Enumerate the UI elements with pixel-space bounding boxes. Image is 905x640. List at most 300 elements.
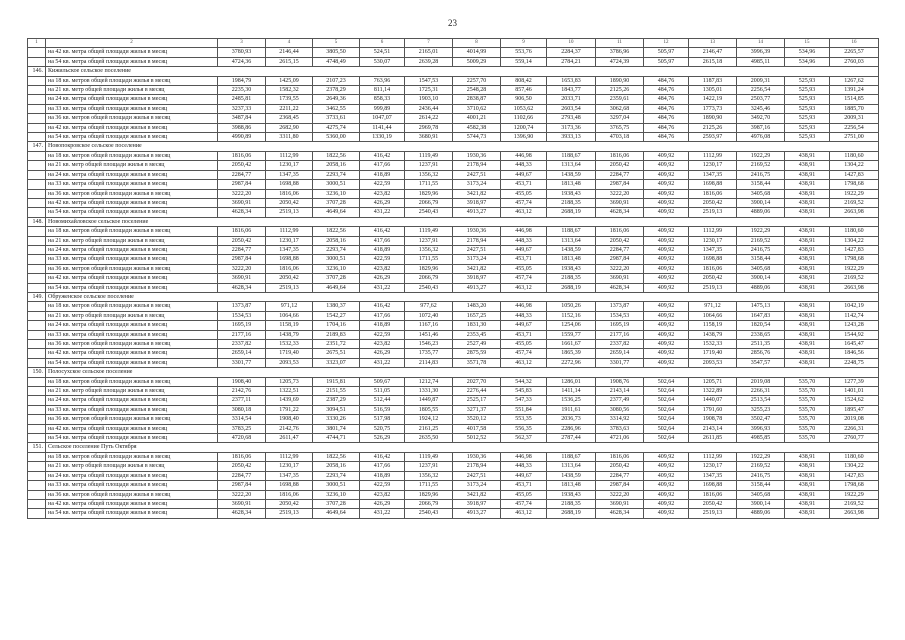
- value-cell: 1798,68: [830, 481, 879, 490]
- row-description: на 33 кв. метра общей площади жилья в месяц: [46, 481, 218, 490]
- row-index-cell: [28, 104, 46, 113]
- value-cell: 1711,55: [405, 180, 453, 189]
- value-cell: 556,35: [501, 424, 547, 433]
- value-cell: 1536,25: [547, 396, 596, 405]
- value-cell: 525,93: [785, 95, 830, 104]
- value-cell: 448,33: [501, 161, 547, 170]
- value-cell: 457,74: [501, 349, 547, 358]
- value-cell: 2050,42: [596, 236, 644, 245]
- value-cell: 484,76: [644, 114, 689, 123]
- row-index-cell: [28, 471, 46, 480]
- table-row: [28, 424, 879, 433]
- row-index-cell: [28, 302, 46, 311]
- value-cell: 409,92: [644, 490, 689, 499]
- value-cell: 409,92: [644, 462, 689, 471]
- value-cell: 3094,51: [313, 405, 360, 414]
- value-cell: 2969,78: [405, 123, 453, 132]
- value-cell: 1187,83: [689, 76, 737, 85]
- value-cell: 535,70: [785, 415, 830, 424]
- row-index-cell: [28, 123, 46, 132]
- value-cell: 2284,77: [596, 471, 644, 480]
- value-cell: 2058,16: [313, 462, 360, 471]
- value-cell: 2682,90: [266, 123, 313, 132]
- value-cell: 1922,29: [737, 452, 785, 461]
- value-cell: 438,91: [785, 170, 830, 179]
- value-cell: 2427,51: [453, 170, 501, 179]
- value-cell: 1200,74: [501, 123, 547, 132]
- value-cell: 1698,88: [689, 180, 737, 189]
- value-cell: 2503,77: [737, 95, 785, 104]
- value-cell: 2146,44: [266, 48, 313, 57]
- table-row: [28, 415, 879, 424]
- value-cell: 520,75: [360, 424, 405, 433]
- value-cell: 1719,40: [266, 349, 313, 358]
- value-cell: 2513,54: [737, 396, 785, 405]
- value-cell: 553,76: [501, 48, 547, 57]
- value-cell: 1704,16: [313, 321, 360, 330]
- value-cell: 502,64: [644, 405, 689, 414]
- value-cell: 2284,77: [596, 170, 644, 179]
- table-row: [28, 340, 879, 349]
- row-index-cell: [28, 349, 46, 358]
- value-cell: 2377,11: [218, 396, 266, 405]
- row-description: на 18 кв. метров общей площади жилья в месяц: [46, 452, 218, 461]
- row-index-cell: [28, 95, 46, 104]
- value-cell: 999,89: [360, 104, 405, 113]
- value-cell: 409,92: [644, 452, 689, 461]
- row-index-cell: [28, 133, 46, 142]
- column-number-cell: 13: [689, 39, 737, 48]
- value-cell: 4628,34: [218, 283, 266, 292]
- value-cell: 3487,84: [218, 114, 266, 123]
- value-cell: 534,96: [785, 57, 830, 66]
- value-cell: 1230,17: [266, 236, 313, 245]
- value-cell: 438,91: [785, 490, 830, 499]
- value-cell: 1908,40: [266, 415, 313, 424]
- value-cell: 2009,31: [830, 114, 879, 123]
- table-row: [28, 48, 879, 57]
- value-cell: 1698,88: [266, 481, 313, 490]
- row-index-cell: [28, 424, 46, 433]
- value-cell: 977,62: [405, 302, 453, 311]
- value-cell: 1427,83: [830, 170, 879, 179]
- value-cell: 2266,31: [737, 387, 785, 396]
- section-index: 148.: [28, 217, 46, 226]
- value-cell: 2603,54: [547, 104, 596, 113]
- value-cell: 5009,29: [453, 57, 501, 66]
- section-title: Полосухское сельское поселение: [46, 368, 879, 377]
- value-cell: 1816,06: [266, 264, 313, 273]
- row-description: на 42 кв. метра общей площади жилья в месяц: [46, 424, 218, 433]
- value-cell: 409,92: [644, 236, 689, 245]
- row-description: на 42 кв. метра общей площади жилья в месяц: [46, 349, 218, 358]
- value-cell: 1112,99: [689, 452, 737, 461]
- value-cell: 1237,91: [405, 462, 453, 471]
- value-cell: 3710,62: [453, 104, 501, 113]
- value-cell: 808,42: [501, 76, 547, 85]
- value-cell: 3786,96: [596, 48, 644, 57]
- row-description: на 42 кв. метра общей площади жилья в месяц: [46, 123, 218, 132]
- value-cell: 3780,93: [218, 48, 266, 57]
- value-cell: 525,93: [785, 76, 830, 85]
- value-cell: 3236,10: [313, 264, 360, 273]
- value-cell: 422,59: [360, 180, 405, 189]
- value-cell: 2177,16: [218, 330, 266, 339]
- value-cell: 3173,24: [453, 255, 501, 264]
- value-cell: 2151,55: [313, 387, 360, 396]
- column-number-cell: 6: [360, 39, 405, 48]
- value-cell: 1180,60: [830, 151, 879, 160]
- value-cell: 1816,06: [218, 227, 266, 236]
- value-cell: 1695,19: [218, 321, 266, 330]
- value-cell: 1532,33: [689, 340, 737, 349]
- column-number-cell: 11: [596, 39, 644, 48]
- value-cell: 1380,37: [313, 302, 360, 311]
- value-cell: 2146,47: [689, 48, 737, 57]
- value-cell: 1890,90: [689, 114, 737, 123]
- value-cell: 3690,91: [596, 198, 644, 207]
- row-description: на 54 кв. метра общей площади жилья в месяц: [46, 283, 218, 292]
- value-cell: 1813,48: [547, 180, 596, 189]
- value-cell: 438,91: [785, 283, 830, 292]
- value-cell: 525,93: [785, 133, 830, 142]
- value-cell: 535,70: [785, 387, 830, 396]
- value-cell: 1438,59: [547, 471, 596, 480]
- value-cell: 416,42: [360, 302, 405, 311]
- value-cell: 5744,73: [453, 133, 501, 142]
- value-cell: 2019,08: [737, 377, 785, 386]
- value-cell: 1237,91: [405, 236, 453, 245]
- value-cell: 438,91: [785, 358, 830, 367]
- row-index-cell: [28, 481, 46, 490]
- value-cell: 1286,01: [547, 377, 596, 386]
- value-cell: 2143,14: [689, 424, 737, 433]
- row-index-cell: [28, 170, 46, 179]
- value-cell: 2188,35: [547, 499, 596, 508]
- row-index-cell: [28, 405, 46, 414]
- value-cell: 438,91: [785, 499, 830, 508]
- row-description: на 24 кв. метра общей площади жилья в месяц: [46, 170, 218, 179]
- value-cell: 2760,77: [830, 434, 879, 443]
- value-cell: 2649,36: [313, 95, 360, 104]
- column-number-cell: 10: [547, 39, 596, 48]
- column-number-cell: 4: [266, 39, 313, 48]
- value-cell: 422,59: [360, 330, 405, 339]
- value-cell: 3314,92: [596, 415, 644, 424]
- value-cell: 2377,49: [596, 396, 644, 405]
- table-row: [28, 321, 879, 330]
- value-cell: 1711,55: [405, 255, 453, 264]
- value-cell: 3690,91: [218, 198, 266, 207]
- value-cell: 1112,99: [266, 452, 313, 461]
- value-cell: 438,91: [785, 481, 830, 490]
- value-cell: 1559,77: [547, 330, 596, 339]
- value-cell: 1438,59: [547, 170, 596, 179]
- value-cell: 535,70: [785, 434, 830, 443]
- value-cell: 1739,55: [266, 95, 313, 104]
- value-cell: 2540,43: [405, 208, 453, 217]
- table-row: [28, 396, 879, 405]
- value-cell: 1167,16: [405, 321, 453, 330]
- value-cell: 438,91: [785, 255, 830, 264]
- value-cell: 4724,36: [218, 57, 266, 66]
- value-cell: 535,70: [785, 424, 830, 433]
- value-cell: 1922,29: [830, 264, 879, 273]
- table-row: [28, 95, 879, 104]
- section-index: 146.: [28, 67, 46, 76]
- value-cell: 438,91: [785, 161, 830, 170]
- value-cell: 811,14: [360, 86, 405, 95]
- value-cell: 409,92: [644, 264, 689, 273]
- value-cell: 463,12: [501, 283, 547, 292]
- table-row: [28, 123, 879, 132]
- value-cell: 1816,06: [218, 452, 266, 461]
- value-cell: 1653,83: [547, 76, 596, 85]
- value-cell: 409,92: [644, 283, 689, 292]
- row-description: на 54 кв. метра общей площади жилья в месяц: [46, 434, 218, 443]
- value-cell: 2125,26: [689, 123, 737, 132]
- value-cell: 3080,56: [596, 405, 644, 414]
- value-cell: 2066,79: [405, 274, 453, 283]
- value-cell: 446,98: [501, 151, 547, 160]
- value-cell: 3987,16: [737, 123, 785, 132]
- row-description: на 54 кв. метра общей площади жилья в месяц: [46, 208, 218, 217]
- table-row: [28, 180, 879, 189]
- value-cell: 5360,00: [313, 133, 360, 142]
- value-cell: 1142,74: [830, 311, 879, 320]
- value-cell: 502,64: [644, 424, 689, 433]
- value-cell: 2416,75: [737, 245, 785, 254]
- value-cell: 457,74: [501, 274, 547, 283]
- value-cell: 1188,67: [547, 452, 596, 461]
- value-cell: 438,91: [785, 245, 830, 254]
- value-cell: 2416,75: [737, 170, 785, 179]
- value-cell: 3158,44: [737, 481, 785, 490]
- value-cell: 446,98: [501, 302, 547, 311]
- value-cell: 4703,18: [596, 133, 644, 142]
- value-cell: 2178,94: [453, 236, 501, 245]
- value-cell: 4985,85: [737, 434, 785, 443]
- value-cell: 1112,99: [689, 151, 737, 160]
- value-cell: 1230,17: [689, 161, 737, 170]
- table-row: [28, 330, 879, 339]
- section-title: Новопокровское сельское поселение: [46, 142, 879, 151]
- value-cell: 2178,94: [453, 161, 501, 170]
- row-description: на 36 кв. метров общей площади жилья в месяц: [46, 114, 218, 123]
- row-index-cell: [28, 114, 46, 123]
- value-cell: 448,33: [501, 236, 547, 245]
- value-cell: 438,91: [785, 462, 830, 471]
- value-cell: 1205,71: [689, 377, 737, 386]
- value-cell: 2519,13: [266, 208, 313, 217]
- value-cell: 3900,14: [737, 499, 785, 508]
- value-cell: 409,92: [644, 321, 689, 330]
- value-cell: 1331,30: [405, 387, 453, 396]
- value-cell: 416,42: [360, 151, 405, 160]
- value-cell: 2142,76: [266, 424, 313, 433]
- value-cell: 2235,30: [218, 86, 266, 95]
- value-cell: 2353,45: [453, 330, 501, 339]
- row-index-cell: [28, 283, 46, 292]
- value-cell: 1911,61: [547, 405, 596, 414]
- column-number-cell: 8: [453, 39, 501, 48]
- value-cell: 1047,07: [360, 114, 405, 123]
- value-cell: 3707,28: [313, 499, 360, 508]
- row-index-cell: [28, 311, 46, 320]
- value-cell: 1158,19: [689, 321, 737, 330]
- value-cell: 2519,13: [266, 283, 313, 292]
- value-cell: 1230,17: [266, 161, 313, 170]
- value-cell: 2987,84: [218, 255, 266, 264]
- value-cell: 1829,96: [405, 264, 453, 273]
- value-cell: 3988,86: [218, 123, 266, 132]
- value-cell: 418,89: [360, 245, 405, 254]
- value-cell: 2286,96: [547, 424, 596, 433]
- value-cell: 418,89: [360, 170, 405, 179]
- value-cell: 446,98: [501, 227, 547, 236]
- value-cell: 505,97: [644, 48, 689, 57]
- value-cell: 505,97: [644, 57, 689, 66]
- value-cell: 1813,48: [547, 481, 596, 490]
- value-cell: 1243,28: [830, 321, 879, 330]
- section-index: 147.: [28, 142, 46, 151]
- value-cell: 1657,25: [453, 311, 501, 320]
- value-cell: 3080,18: [218, 405, 266, 414]
- value-cell: 2751,00: [830, 133, 879, 142]
- value-cell: 2338,65: [737, 330, 785, 339]
- value-cell: 4001,21: [453, 114, 501, 123]
- value-cell: 3222,20: [596, 189, 644, 198]
- value-cell: 484,76: [644, 123, 689, 132]
- value-cell: 906,50: [501, 95, 547, 104]
- table-row: [28, 76, 879, 85]
- value-cell: 2284,77: [218, 471, 266, 480]
- value-cell: 409,92: [644, 349, 689, 358]
- value-cell: 1816,06: [266, 490, 313, 499]
- value-cell: 1347,35: [689, 170, 737, 179]
- value-cell: 2276,44: [453, 387, 501, 396]
- column-number-cell: 1: [28, 39, 46, 48]
- row-index-cell: [28, 57, 46, 66]
- column-number-cell: 9: [501, 39, 547, 48]
- value-cell: 3405,68: [737, 264, 785, 273]
- value-cell: 971,12: [689, 302, 737, 311]
- value-cell: 2511,35: [737, 340, 785, 349]
- value-cell: 1922,29: [737, 151, 785, 160]
- value-cell: 551,84: [501, 405, 547, 414]
- value-cell: 3783,25: [218, 424, 266, 433]
- section-header-row: [28, 368, 879, 377]
- value-cell: 1373,87: [218, 302, 266, 311]
- row-description: на 42 кв. метра общей площади жилья в месяц: [46, 48, 218, 57]
- value-cell: 535,70: [785, 405, 830, 414]
- value-cell: 1908,78: [689, 415, 737, 424]
- value-cell: 526,29: [360, 434, 405, 443]
- value-cell: 2050,42: [266, 198, 313, 207]
- value-cell: 1773,73: [689, 104, 737, 113]
- value-cell: 438,91: [785, 274, 830, 283]
- value-cell: 534,96: [785, 48, 830, 57]
- table-row: [28, 245, 879, 254]
- value-cell: 2169,52: [737, 462, 785, 471]
- value-cell: 1816,06: [266, 189, 313, 198]
- value-cell: 3301,77: [218, 358, 266, 367]
- row-description: на 18 кв. метров общей площади жилья в месяц: [46, 302, 218, 311]
- value-cell: 1829,96: [405, 189, 453, 198]
- value-cell: 3690,91: [218, 274, 266, 283]
- value-cell: 1230,17: [266, 462, 313, 471]
- row-index-cell: [28, 48, 46, 57]
- value-cell: 1843,77: [547, 86, 596, 95]
- value-cell: 3547,57: [737, 358, 785, 367]
- value-cell: 2058,16: [313, 161, 360, 170]
- value-cell: 5012,52: [453, 434, 501, 443]
- value-cell: 1119,49: [405, 227, 453, 236]
- row-index-cell: [28, 462, 46, 471]
- value-cell: 431,22: [360, 208, 405, 217]
- value-cell: 2114,83: [405, 358, 453, 367]
- row-description: на 33 кв. метра общей площади жилья в месяц: [46, 180, 218, 189]
- value-cell: 1922,29: [830, 189, 879, 198]
- value-cell: 3236,10: [313, 490, 360, 499]
- value-cell: 2527,49: [453, 340, 501, 349]
- value-cell: 3571,78: [453, 358, 501, 367]
- value-cell: 3222,20: [218, 264, 266, 273]
- table-row: [28, 302, 879, 311]
- value-cell: 3311,80: [266, 133, 313, 142]
- table-row: [28, 490, 879, 499]
- value-cell: 1313,64: [547, 462, 596, 471]
- value-cell: 3933,13: [547, 133, 596, 142]
- value-cell: 2050,42: [689, 198, 737, 207]
- table-row: [28, 57, 879, 66]
- value-cell: 2284,77: [218, 245, 266, 254]
- value-cell: 1438,79: [266, 330, 313, 339]
- value-cell: 2675,51: [313, 349, 360, 358]
- value-cell: 3690,91: [596, 274, 644, 283]
- table-row: [28, 236, 879, 245]
- value-cell: 423,82: [360, 264, 405, 273]
- row-index-cell: [28, 490, 46, 499]
- row-description: на 18 кв. метров общей площади жилья в месяц: [46, 151, 218, 160]
- value-cell: 3255,23: [737, 405, 785, 414]
- value-cell: 535,70: [785, 377, 830, 386]
- value-cell: 455,05: [501, 264, 547, 273]
- table-row: [28, 311, 879, 320]
- table-row: [28, 452, 879, 461]
- value-cell: 1425,09: [266, 76, 313, 85]
- table-row: [28, 227, 879, 236]
- value-cell: 2143,14: [596, 387, 644, 396]
- value-cell: 3707,28: [313, 198, 360, 207]
- value-cell: 3405,68: [737, 490, 785, 499]
- value-cell: 1816,06: [689, 189, 737, 198]
- value-cell: 1820,54: [737, 321, 785, 330]
- value-cell: 2169,52: [830, 499, 879, 508]
- value-cell: 502,64: [644, 396, 689, 405]
- value-cell: 2519,13: [689, 509, 737, 518]
- section-header-row: [28, 142, 879, 151]
- value-cell: 1816,06: [596, 452, 644, 461]
- value-cell: 423,82: [360, 340, 405, 349]
- value-cell: 2368,45: [266, 114, 313, 123]
- value-cell: 1698,88: [689, 481, 737, 490]
- value-cell: 509,67: [360, 377, 405, 386]
- value-cell: 463,12: [501, 208, 547, 217]
- value-cell: 2169,52: [830, 198, 879, 207]
- value-cell: 2519,13: [689, 208, 737, 217]
- value-cell: 3323,07: [313, 358, 360, 367]
